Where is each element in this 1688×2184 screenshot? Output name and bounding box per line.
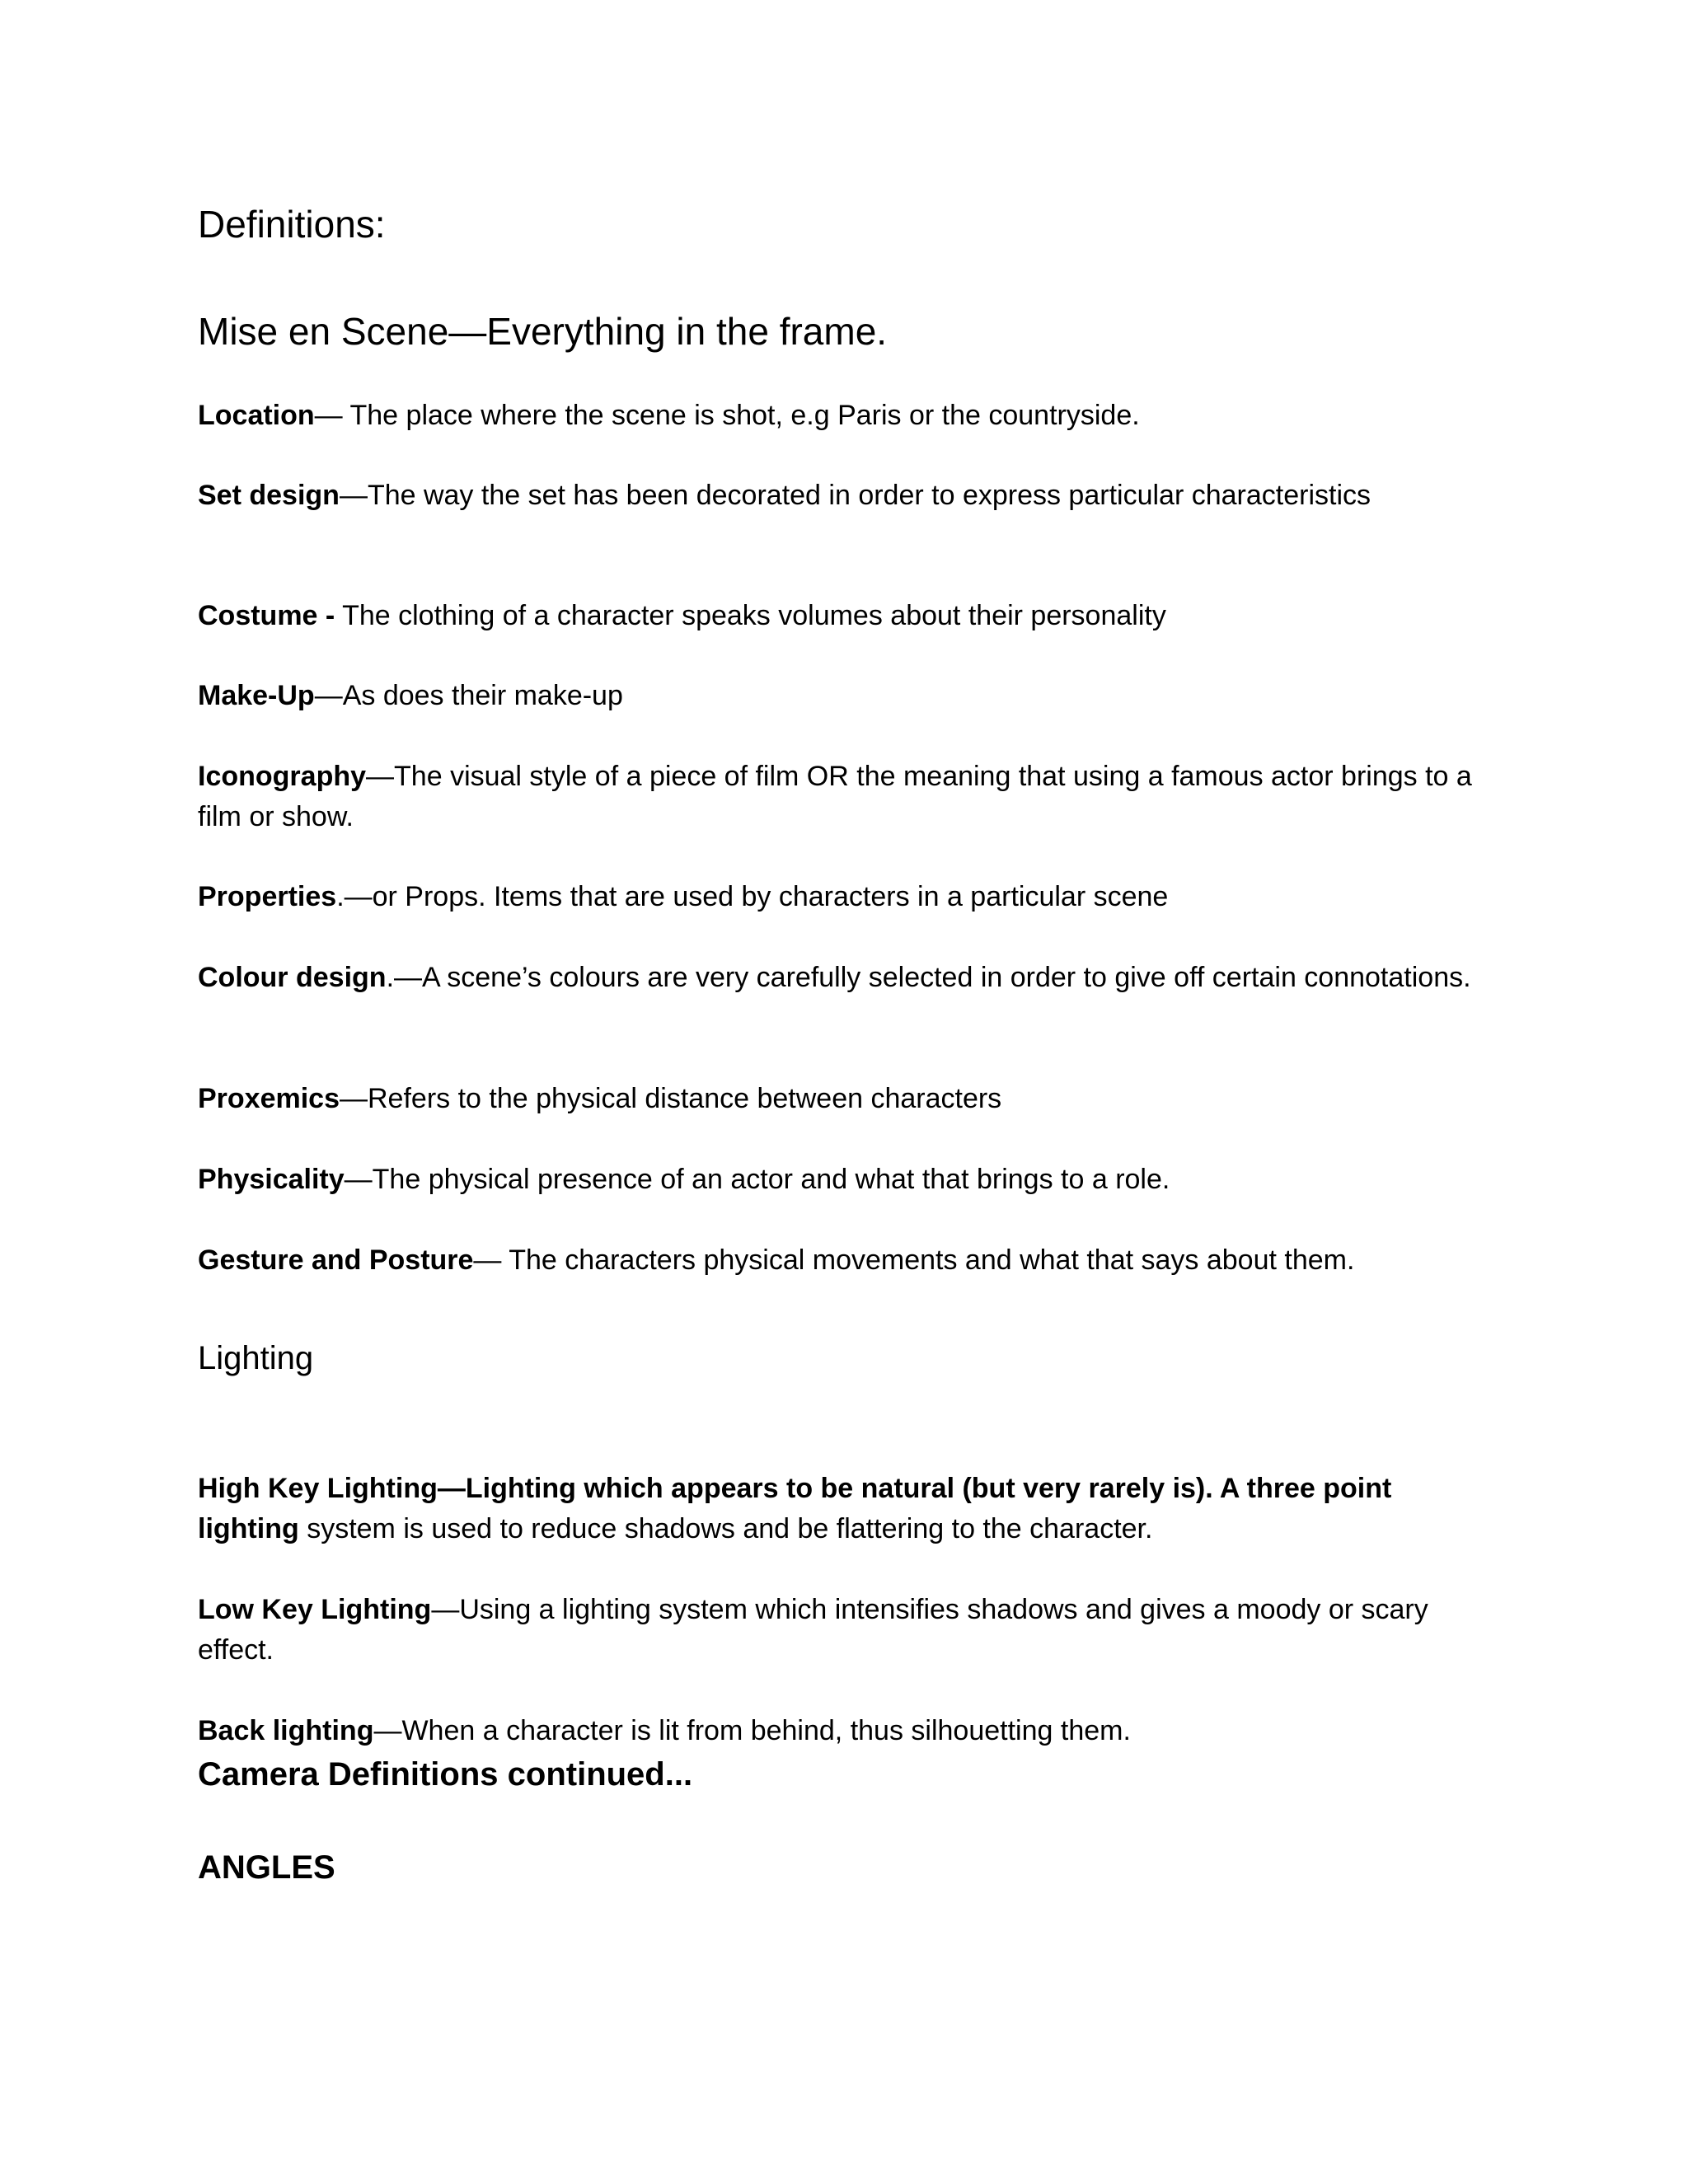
definition-text: —The way the set has been decorated in order to express particular characteristics bbox=[339, 480, 1371, 511]
definition-colour-design bbox=[198, 958, 1484, 998]
definition-term: Costume - bbox=[198, 600, 335, 631]
definition-text: —The visual style of a piece of film OR the meaning that using a famous actor brings to a film or show. bbox=[198, 761, 1472, 832]
definition-text: —The physical presence of an actor and what that brings to a role. bbox=[344, 1164, 1170, 1195]
definition-costume bbox=[198, 596, 1484, 636]
definition-term: Physicality bbox=[198, 1164, 345, 1195]
definition-low-key-lighting bbox=[198, 1590, 1484, 1671]
definition-term: Gesture and Posture bbox=[198, 1244, 474, 1276]
definition-text: —Refers to the physical distance between characters bbox=[340, 1083, 1002, 1114]
definition-text: .—A scene’s colours are very carefully selected in order to give off certain connotations. bbox=[386, 962, 1471, 993]
definition-physicality bbox=[198, 1160, 1484, 1200]
definition-term: Proxemics bbox=[198, 1083, 340, 1114]
definition-high-key-lighting bbox=[198, 1469, 1484, 1549]
definition-back-lighting bbox=[198, 1711, 1484, 1751]
definition-text: .—or Props. Items that are used by characters in a particular scene bbox=[336, 881, 1169, 912]
camera-definitions-heading: Camera Definitions continued... bbox=[198, 1756, 693, 1793]
definition-text: The clothing of a character speaks volumes about their personality bbox=[335, 600, 1166, 631]
definition-make-up bbox=[198, 676, 1484, 716]
definition-gesture-posture bbox=[198, 1240, 1484, 1281]
definition-term: Colour design bbox=[198, 962, 387, 993]
definition-text: — The place where the scene is shot, e.g Paris or the countryside. bbox=[314, 400, 1140, 431]
angles-heading: ANGLES bbox=[198, 1849, 335, 1886]
definition-term: Iconography bbox=[198, 761, 367, 792]
definition-term: High Key Lighting—Lighting which appears to be natural (but very rarely is). A three point lighting bbox=[198, 1473, 1392, 1544]
definition-properties bbox=[198, 877, 1484, 917]
definition-term: Back lighting bbox=[198, 1715, 374, 1746]
definition-text: —Using a lighting system which intensifies shadows and gives a moody or scary effect. bbox=[198, 1594, 1428, 1666]
definition-text: — The characters physical movements and what that says about them. bbox=[473, 1244, 1355, 1276]
definition-text: —As does their make-up bbox=[314, 680, 623, 711]
definition-term: Set design bbox=[198, 480, 340, 511]
definition-term: Properties bbox=[198, 881, 337, 912]
lighting-heading: Lighting bbox=[198, 1340, 314, 1376]
definition-text: —When a character is lit from behind, thus silhouetting them. bbox=[373, 1715, 1131, 1746]
mise-en-scene-heading: Mise en Scene—Everything in the frame. bbox=[198, 310, 888, 353]
definition-proxemics bbox=[198, 1079, 1484, 1119]
definition-set-design bbox=[198, 476, 1484, 516]
definition-term: Location bbox=[198, 400, 315, 431]
definition-term: Low Key Lighting bbox=[198, 1594, 432, 1625]
definitions-heading: Definitions: bbox=[198, 203, 386, 246]
definition-location bbox=[198, 396, 1484, 436]
definition-term: Make-Up bbox=[198, 680, 315, 711]
definition-text: system is used to reduce shadows and be flattering to the character. bbox=[298, 1513, 1153, 1544]
definition-iconography bbox=[198, 757, 1484, 837]
